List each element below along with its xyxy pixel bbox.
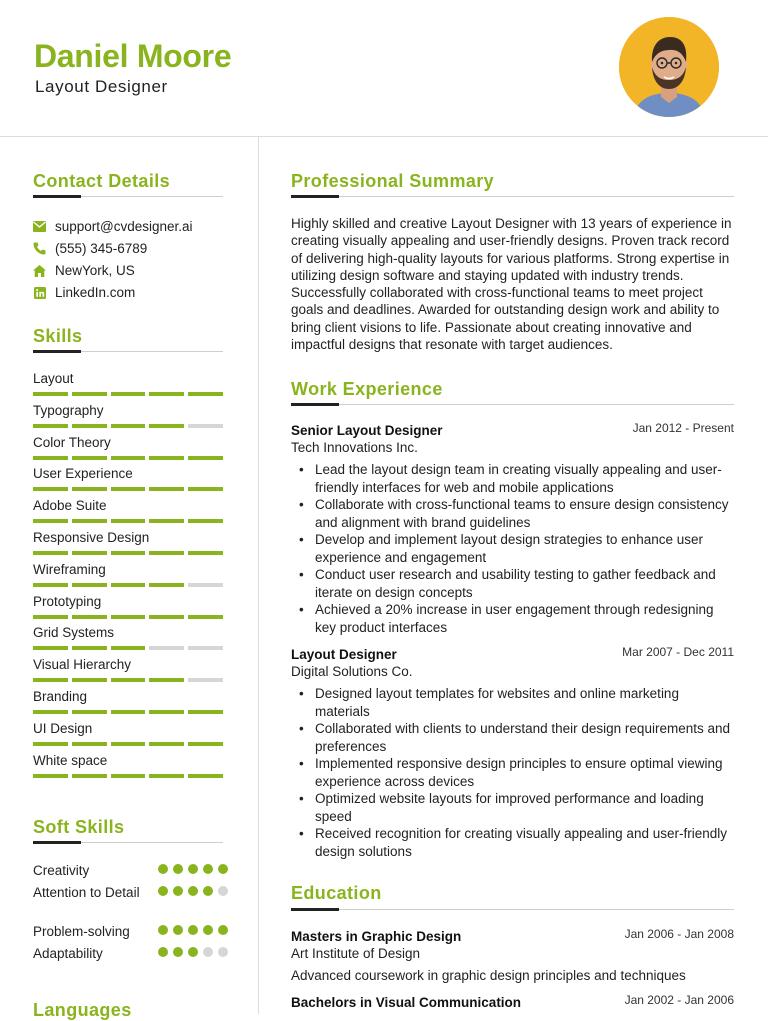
job-title: Senior Layout Designer (291, 423, 443, 438)
skill-level-segment (149, 551, 184, 555)
skill-level-bar (33, 487, 223, 491)
skill-level-segment (111, 615, 146, 619)
soft-skills-section-title: Soft Skills (33, 817, 125, 837)
skill-level-segment (149, 646, 184, 650)
skill-level-segment (33, 487, 68, 491)
summary-text: Highly skilled and creative Layout Designer with 13 years of experience in creating visually appealing and user-friendly designs. Proven track record of delivering high-quality layouts for various platforms. Strong expertise in utilizing design software and staying updated with industry trends. Successfully collaborated with cross-functional teams to meet project goals and deadlines. Awarded for outstanding design work and ability to bring client visions to life. Passionate about creating innovative and impactful designs that resonate with target audiences. (291, 216, 732, 353)
skill-level-segment (188, 774, 223, 778)
skill-level-segment (33, 424, 68, 428)
skill-level-segment (111, 519, 146, 523)
job-bullet: • Conduct user research and usability testing to gather feedback and iterate on design concepts (315, 566, 736, 601)
skill-level-segment (72, 742, 107, 746)
skills-section-rule (33, 351, 223, 352)
column-divider (258, 137, 259, 1014)
education-dates: Jan 2006 - Jan 2008 (624, 927, 734, 941)
rating-dot (188, 925, 198, 935)
job-bullet: • Received recognition for creating visually appealing and user-friendly design solutions (315, 825, 736, 860)
skill-level-segment (111, 456, 146, 460)
skill-level-segment (111, 551, 146, 555)
skill-level-segment (72, 678, 107, 682)
skill-level-segment (111, 678, 146, 682)
skill-item (33, 593, 223, 611)
skill-level-segment (188, 519, 223, 523)
contact-phone-text: (555) 345-6789 (55, 241, 148, 256)
rating-dot (218, 925, 228, 935)
skill-level-segment (149, 774, 184, 778)
skill-level-segment (33, 710, 68, 714)
skill-label: White space (33, 752, 108, 768)
skill-level-segment (111, 646, 146, 650)
job-company: Digital Solutions Co. (291, 664, 413, 679)
contact-section-title: Contact Details (33, 171, 171, 191)
skill-level-segment (72, 487, 107, 491)
candidate-name: Daniel Moore (34, 38, 232, 74)
skill-level-segment (111, 742, 146, 746)
profile-photo (619, 17, 719, 117)
skill-level-segment (188, 583, 223, 587)
contact-location (33, 263, 135, 278)
soft-skill-rating (158, 947, 228, 957)
skill-level-segment (111, 392, 146, 396)
rating-dot (188, 947, 198, 957)
job-bullet: • Develop and implement layout design strategies to enhance user experience and engagement (315, 531, 736, 566)
skill-level-segment (188, 710, 223, 714)
skill-level-segment (188, 456, 223, 460)
skill-label: Wireframing (33, 561, 106, 577)
job-bullet: • Achieved a 20% increase in user engagement through redesigning key product interfaces (315, 601, 736, 636)
rating-dot (173, 886, 183, 896)
skill-level-bar (33, 424, 223, 428)
skill-level-segment (33, 646, 68, 650)
skill-label: Prototyping (33, 593, 102, 609)
skill-level-segment (33, 392, 68, 396)
skill-item (33, 752, 223, 770)
soft-skill-item (33, 884, 223, 901)
skill-level-segment (149, 519, 184, 523)
rating-dot (158, 925, 168, 935)
rating-dot (188, 886, 198, 896)
skill-level-segment (149, 424, 184, 428)
rating-dot (203, 947, 213, 957)
education-degree: Bachelors in Visual Communication (291, 995, 522, 1010)
rating-dot (218, 947, 228, 957)
languages-section-title: Languages (33, 1000, 132, 1020)
skill-item (33, 529, 223, 547)
skill-level-segment (188, 615, 223, 619)
skill-level-bar (33, 710, 223, 714)
skill-label: UI Design (33, 720, 93, 736)
skill-level-bar (33, 646, 223, 650)
skill-level-segment (188, 742, 223, 746)
skill-level-segment (72, 615, 107, 619)
rating-dot (173, 925, 183, 935)
soft-skill-item (33, 945, 223, 962)
skill-item (33, 497, 223, 515)
rating-dot (158, 864, 168, 874)
contact-email[interactable] (33, 219, 193, 234)
contact-location-text: NewYork, US (55, 263, 135, 278)
soft-skill-item (33, 862, 223, 879)
education-degree: Masters in Graphic Design (291, 929, 462, 944)
skill-level-segment (33, 678, 68, 682)
skill-item (33, 465, 223, 483)
job-title: Layout Designer (291, 647, 397, 662)
skills-section-title: Skills (33, 326, 83, 346)
soft-skill-label: Adaptability (33, 946, 103, 961)
contact-linkedin-text: LinkedIn.com (55, 285, 136, 300)
rating-dot (203, 925, 213, 935)
contact-phone[interactable] (33, 241, 147, 256)
contact-email-text: support@cvdesigner.ai (55, 219, 193, 234)
job-bullets (291, 685, 736, 860)
skill-level-bar (33, 392, 223, 396)
skill-level-bar (33, 456, 223, 460)
skill-level-segment (72, 774, 107, 778)
job-bullets (291, 461, 736, 636)
skill-item (33, 688, 223, 706)
email-icon (33, 220, 46, 233)
skill-item (33, 720, 223, 738)
skill-level-segment (149, 615, 184, 619)
contact-section-rule (33, 196, 223, 197)
skill-level-segment (72, 392, 107, 396)
skill-level-segment (72, 519, 107, 523)
skill-level-segment (72, 456, 107, 460)
job-dates: Jan 2012 - Present (632, 421, 734, 435)
linkedin-icon (33, 286, 46, 299)
education-school: Art Institute of Design (291, 946, 421, 961)
skill-item (33, 656, 223, 674)
skill-label: Color Theory (33, 434, 111, 450)
summary-section-rule (291, 196, 734, 197)
job-bullet: • Collaborated with clients to understand their design requirements and preferences (315, 720, 736, 755)
soft-skills-section-rule (33, 842, 223, 843)
soft-skill-rating (158, 886, 228, 896)
skill-level-segment (111, 487, 146, 491)
skill-level-bar (33, 774, 223, 778)
resume-header (0, 0, 768, 137)
soft-skill-rating (158, 925, 228, 935)
skill-label: Layout (33, 371, 74, 386)
skill-label: Branding (33, 689, 88, 704)
soft-skill-label: Creativity (33, 863, 90, 878)
contact-linkedin[interactable] (33, 285, 135, 300)
skill-item (33, 434, 223, 452)
skill-level-segment (188, 646, 223, 650)
job-bullet: • Designed layout templates for websites and online marketing materials (315, 685, 736, 720)
skill-level-segment (149, 456, 184, 460)
skill-level-segment (149, 710, 184, 714)
skill-level-segment (188, 424, 223, 428)
skill-level-segment (33, 456, 68, 460)
skill-level-segment (149, 392, 184, 396)
skill-level-segment (33, 615, 68, 619)
job-dates: Mar 2007 - Dec 2011 (622, 645, 734, 659)
skill-label: Visual Hierarchy (33, 657, 132, 673)
job-bullet: • Implemented responsive design principles to ensure optimal viewing experience across devices (315, 755, 736, 790)
job-bullet: • Optimized website layouts for improved performance and loading speed (315, 790, 736, 825)
skill-level-segment (33, 742, 68, 746)
skill-item (33, 561, 223, 579)
skill-item (33, 624, 223, 642)
skill-level-segment (111, 583, 146, 587)
skill-level-segment (111, 710, 146, 714)
summary-section-title: Professional Summary (291, 171, 495, 191)
education-section-title: Education (291, 883, 382, 903)
skill-level-segment (149, 487, 184, 491)
rating-dot (173, 947, 183, 957)
soft-skill-label: Problem-solving (33, 924, 130, 939)
rating-dot (188, 864, 198, 874)
skill-level-segment (72, 583, 107, 587)
rating-dot (218, 864, 228, 874)
skill-level-bar (33, 519, 223, 523)
skill-level-bar (33, 583, 223, 587)
skill-level-segment (188, 392, 223, 396)
soft-skill-label: Attention to Detail (33, 885, 140, 900)
skill-level-bar (33, 551, 223, 555)
skill-level-segment (188, 487, 223, 491)
rating-dot (203, 864, 213, 874)
job-bullet: • Collaborate with cross-functional teams to ensure design consistency and alignment with brand guidelines (315, 496, 736, 531)
skill-label: Typography (33, 402, 104, 418)
experience-section-rule (291, 404, 734, 405)
rating-dot (218, 886, 228, 896)
skill-level-bar (33, 615, 223, 619)
skill-item (33, 402, 223, 420)
phone-icon (33, 242, 46, 255)
skill-level-bar (33, 742, 223, 746)
rating-dot (203, 886, 213, 896)
skill-level-segment (111, 774, 146, 778)
education-dates: Jan 2002 - Jan 2006 (624, 993, 734, 1007)
skill-level-segment (188, 678, 223, 682)
job-company: Tech Innovations Inc. (291, 440, 418, 455)
skill-item (33, 370, 223, 388)
skill-level-bar (33, 678, 223, 682)
rating-dot (158, 947, 168, 957)
skill-level-segment (72, 424, 107, 428)
skill-label: Responsive Design (33, 530, 150, 545)
experience-section-title: Work Experience (291, 379, 443, 399)
rating-dot (173, 864, 183, 874)
skill-level-segment (188, 551, 223, 555)
skill-level-segment (149, 678, 184, 682)
skill-level-segment (72, 710, 107, 714)
skill-level-segment (111, 424, 146, 428)
education-description: Advanced coursework in graphic design principles and techniques (291, 968, 686, 983)
skill-level-segment (33, 519, 68, 523)
candidate-title: Layout Designer (35, 77, 168, 96)
education-section-rule (291, 909, 734, 910)
skill-label: Adobe Suite (33, 498, 107, 514)
skill-level-segment (149, 583, 184, 587)
skill-level-segment (33, 774, 68, 778)
rating-dot (158, 886, 168, 896)
skill-level-segment (72, 646, 107, 650)
job-bullet: • Lead the layout design team in creating visually appealing and user-friendly interfaces for web and mobile applications (315, 461, 736, 496)
home-icon (33, 264, 46, 277)
soft-skill-rating (158, 864, 228, 874)
skill-level-segment (33, 551, 68, 555)
skill-label: Grid Systems (33, 625, 115, 641)
skill-level-segment (72, 551, 107, 555)
skill-level-segment (33, 583, 68, 587)
skill-level-segment (149, 742, 184, 746)
soft-skill-item (33, 923, 223, 940)
skill-label: User Experience (33, 466, 133, 482)
